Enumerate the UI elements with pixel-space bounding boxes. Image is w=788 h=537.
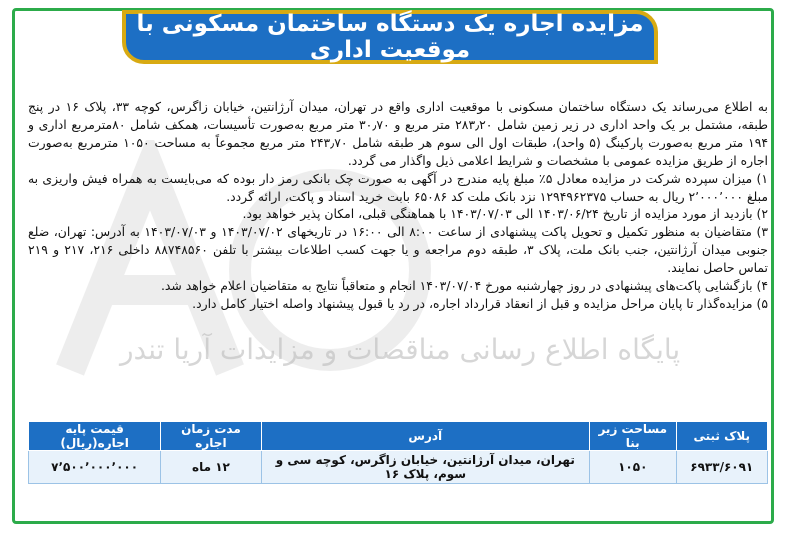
header-area: مساحت زیر بنا [589,422,676,451]
ad-intro-paragraph: به اطلاع می‌رساند یک دستگاه ساختمان مسکونی با موقعیت اداری واقع در تهران، میدان آرژانتین، خیابان زاگرس، کوچه ۳۳، پلاک ۱۶ در پنج طبقه، مشتمل بر یک واحد اداری در زیر زمین شامل ۲۸۳٫۲۰ متر مربع و ۳۰٫۷۰ متر مربع به‌صورت تأسیسات، همکف شامل ۸۰مترمربع اداری و ۱۹۴ متر مربع به‌صورت پارکینگ (۵ واحد)، طبقات اول الی سوم هر طبقه شامل ۲۴۳٫۷۰ متر مربع مجموعاً به مساحت ۱۰۵۰ مترمربع به‌صورت اجاره از طریق مزایده عمومی با مشخصات و شرایط اعلامی ذیل واگذار می گردد. [28,99,769,168]
cell-duration: ۱۲ ماه [161,451,261,484]
table-header-row [29,422,768,451]
condition-opening: ۴) بازگشایی پاکت‌های پیشنهادی در روز چهارشنبه مورخ ۱۴۰۳/۰۷/۰۴ انجام و متعاقباً نتایج به متقاضیان اعلام خواهد شد. [160,278,768,294]
ad-title-banner [122,10,658,64]
cell-address: تهران، میدان آرژانتین، خیابان زاگرس، کوچه سی و سوم، پلاک ۱۶ [261,451,589,484]
cell-area: ۱۰۵۰ [589,451,676,484]
ad-body [28,98,768,313]
header-address: آدرس [261,422,589,451]
ad-title: مزایده اجاره یک دستگاه ساختمان مسکونی با موقعیت اداری [136,11,644,63]
cell-plate: ۶۹۳۳/۶۰۹۱ [676,451,767,484]
condition-rights: ۵) مزایده‌گذار تا پایان مراحل مزایده و قبل از انعقاد قرارداد اجاره، در رد یا قبول پیشنهاد واصله اختیار کامل دارد. [192,295,768,311]
header-price: قیمت پایه اجاره(ریال) [29,422,161,451]
header-plate: پلاک ثبتی [676,422,767,451]
condition-submission: ۳) متقاضیان به منظور تکمیل و تحویل پاکت پیشنهادی از ساعت ۸:۰۰ الی ۱۶:۰۰ در تاریخهای ۱۴۰۳/۰۷/۰۲ و ۱۴۰۳/۰۷/۰۳ به آدرس: تهران، ضلع جنوبی میدان آرژانتین، جنب بانک ملت، پلاک ۳، طبقه دوم مراجعه و یا جهت کسب اطلاعات بیشتر با تلفن ۸۸۷۴۸۵۶۰ داخلی ۲۱۶، ۲۱۷ و ۲۱۹ تماس حاصل نمایند. [28,224,768,276]
table-row [29,451,768,484]
header-duration: مدت زمان اجاره [161,422,261,451]
watermark-text: پایگاه اطلاع رسانی مناقصات و مزایدات آریا تندر [120,333,681,366]
cell-price: ۷٬۵۰۰٬۰۰۰٬۰۰۰ [29,451,161,484]
condition-deposit: ۱) میزان سپرده شرکت در مزایده معادل ۵٪ مبلغ پایه مندرج در آگهی به صورت چک بانکی رمز دار بوده که می‌بایست به همراه فیش واریزی به مبلغ ۲٬۰۰۰٬۰۰۰ ریال به حساب ۱۲۹۴۹۶۲۳۷۵ نزد بانک ملت کد ۶۵۰۸۶ بابت خرید اسناد و پاکت، ارائه گردد. [28,170,768,204]
property-table [28,421,768,484]
condition-visit: ۲) بازدید از مورد مزایده از تاریخ ۱۴۰۳/۰۶/۲۴ الی ۱۴۰۳/۰۷/۰۳ با هماهنگی قبلی، امکان پذیر خواهد بود. [242,206,768,222]
